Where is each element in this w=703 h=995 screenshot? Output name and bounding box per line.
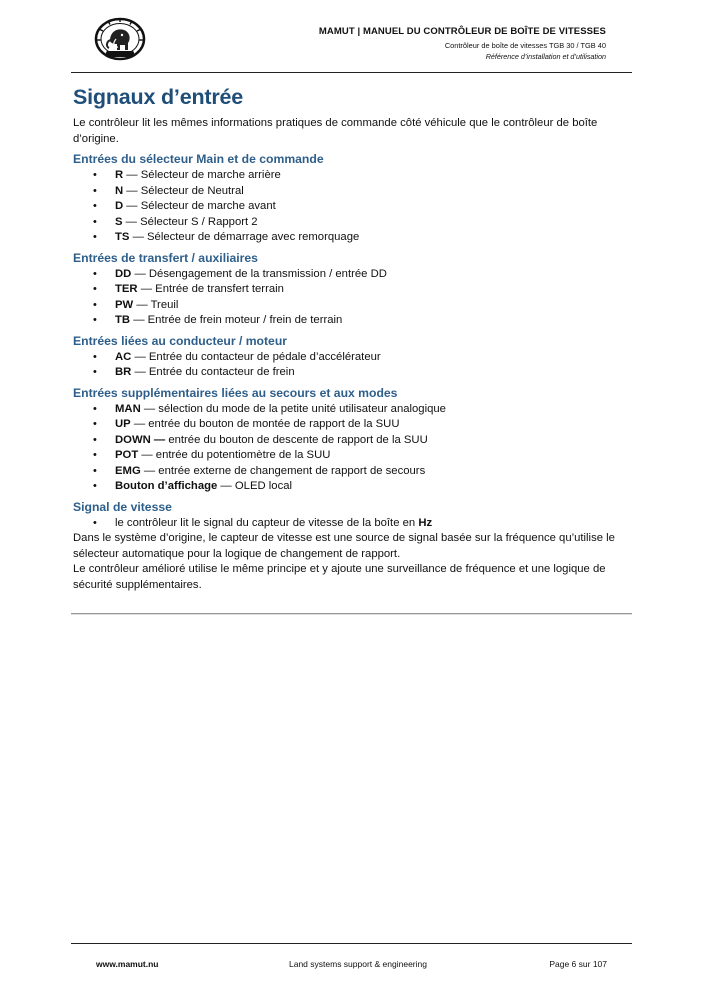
- signal-description: — entrée du potentiomètre de la SUU: [138, 449, 331, 461]
- signal-description: — Sélecteur de Neutral: [123, 184, 244, 197]
- signal-key: TS: [115, 231, 130, 243]
- list-item: [73, 267, 629, 283]
- bullet-icon: •: [93, 350, 97, 363]
- header-subtitle: Contrôleur de boîte de vitesses TGB 30 / TGB 40: [444, 41, 606, 50]
- bullet-icon: •: [93, 402, 97, 415]
- signal-description: — Entrée du contacteur de pédale d’accélérateur: [131, 350, 381, 363]
- section-list: [73, 350, 629, 381]
- section-heading: Entrées du sélecteur Main et de commande: [73, 152, 324, 166]
- bullet-icon: •: [93, 215, 97, 228]
- list-item: [73, 168, 629, 184]
- signal-key: PW: [115, 298, 134, 311]
- bullet-icon: •: [93, 464, 97, 477]
- signal-description: — Désengagement de la transmission / entrée DD: [131, 267, 387, 280]
- signal-key: N: [115, 184, 124, 197]
- bullet-icon: •: [93, 298, 97, 311]
- footer-page-number: Page 6 sur 107: [549, 959, 607, 969]
- bullet-icon: •: [93, 314, 97, 326]
- list-item: [73, 365, 629, 381]
- signal-key: DOWN —: [115, 433, 166, 446]
- signal-description: — Entrée du contacteur de frein: [131, 366, 295, 378]
- signal-key: D: [115, 200, 124, 212]
- list-item: [73, 516, 629, 532]
- speed-heading: Signal de vitesse: [73, 499, 172, 514]
- header-title: MAMUT | MANUEL DU CONTRÔLEUR DE BOÎTE DE VITESSES: [318, 26, 606, 37]
- signal-description: — Treuil: [133, 298, 179, 311]
- signal-description: — OLED local: [217, 480, 293, 492]
- footer-tagline: Land systems support & engineering: [289, 959, 427, 969]
- speed-bullet-bold: Hz: [418, 516, 433, 529]
- list-item: [73, 350, 629, 366]
- bullet-icon: •: [93, 231, 97, 243]
- signal-key: BR: [115, 366, 132, 378]
- list-item: [73, 282, 629, 298]
- bullet-icon: •: [93, 184, 97, 197]
- bullet-icon: •: [93, 449, 97, 461]
- list-item: [73, 199, 629, 215]
- signal-key: MAN: [115, 402, 141, 415]
- list-item: [73, 402, 629, 418]
- intro-paragraph: Le contrôleur lit les mêmes informations pratiques de commande côté véhicule que le contrôleur de boîte d’origine.: [73, 117, 598, 145]
- signal-key: R: [115, 169, 124, 181]
- signal-key: AC: [115, 350, 132, 363]
- bullet-icon: •: [93, 169, 97, 181]
- section-heading: Entrées de transfert / auxiliaires: [73, 250, 258, 265]
- section-heading: Entrées liées au conducteur / moteur: [73, 333, 288, 348]
- list-item: [73, 464, 629, 480]
- signal-key: DD: [115, 267, 132, 280]
- list-item: [73, 479, 629, 495]
- bullet-icon: •: [93, 366, 97, 378]
- signal-key: POT: [115, 449, 139, 461]
- footer-divider: [71, 943, 632, 944]
- footer-website-link[interactable]: www.mamut.nu: [96, 959, 159, 969]
- list-item: [73, 184, 629, 200]
- content-end-divider-shadow: [71, 614, 632, 615]
- list-item: [73, 298, 629, 314]
- signal-key: TB: [115, 314, 131, 326]
- signal-description: — entrée du bouton de montée de rapport de la SUU: [130, 418, 400, 430]
- list-item: [73, 417, 629, 433]
- list-item: [73, 313, 629, 329]
- signal-key: EMG: [115, 464, 141, 477]
- bullet-icon: •: [93, 516, 97, 529]
- bullet-icon: •: [93, 267, 97, 280]
- list-item: [73, 448, 629, 464]
- bullet-icon: •: [93, 418, 97, 430]
- header-divider: [71, 72, 632, 73]
- section-list: [73, 267, 629, 329]
- list-item: [73, 433, 629, 449]
- signal-key: S: [115, 215, 123, 228]
- signal-description: — Sélecteur de marche arrière: [123, 169, 281, 181]
- section-heading: Entrées supplémentaires liées au secours et aux modes: [73, 385, 398, 400]
- signal-description: entrée du bouton de descente de rapport de la SUU: [165, 433, 428, 446]
- main-content: [73, 84, 629, 593]
- bullet-icon: •: [93, 433, 97, 446]
- signal-description: — entrée externe de changement de rapport de secours: [140, 464, 426, 477]
- speed-bullet-text: le contrôleur lit le signal du capteur de vitesse de la boîte en: [115, 516, 419, 529]
- bullet-icon: •: [93, 283, 97, 295]
- list-item: [73, 230, 629, 246]
- section-list: [73, 402, 629, 495]
- bullet-icon: •: [93, 200, 97, 212]
- section-list: [73, 168, 629, 246]
- signal-key: TER: [115, 283, 138, 295]
- signal-description: — Entrée de frein moteur / frein de terrain: [130, 314, 343, 326]
- input-sections: [73, 152, 629, 495]
- signal-key: Bouton d’affichage: [115, 480, 218, 492]
- list-item: [73, 215, 629, 231]
- header-note: Référence d’installation et d’utilisation: [485, 52, 606, 61]
- signal-description: — Entrée de transfert terrain: [137, 283, 284, 295]
- page-title: Signaux d’entrée: [73, 85, 244, 109]
- bullet-icon: •: [93, 480, 97, 492]
- signal-description: — Sélecteur de marche avant: [123, 200, 276, 212]
- mamut-logo-icon: [94, 17, 146, 61]
- speed-paragraph-1: Dans le système d’origine, le capteur de vitesse est une source de signal basée sur la fréquence qu’utilise le sélecteur automatique pour la logique de changement de rapport.: [73, 532, 615, 560]
- signal-key: UP: [115, 418, 131, 430]
- speed-list: [73, 516, 629, 532]
- signal-description: — sélection du mode de la petite unité utilisateur analogique: [140, 402, 446, 415]
- speed-paragraph-2: Le contrôleur amélioré utilise le même principe et y ajoute une surveillance de fréquence et une logique de sécurité supplémentaires.: [73, 563, 606, 591]
- document-header: [319, 26, 606, 61]
- signal-description: — Sélecteur de démarrage avec remorquage: [129, 231, 360, 243]
- signal-description: — Sélecteur S / Rapport 2: [122, 215, 258, 228]
